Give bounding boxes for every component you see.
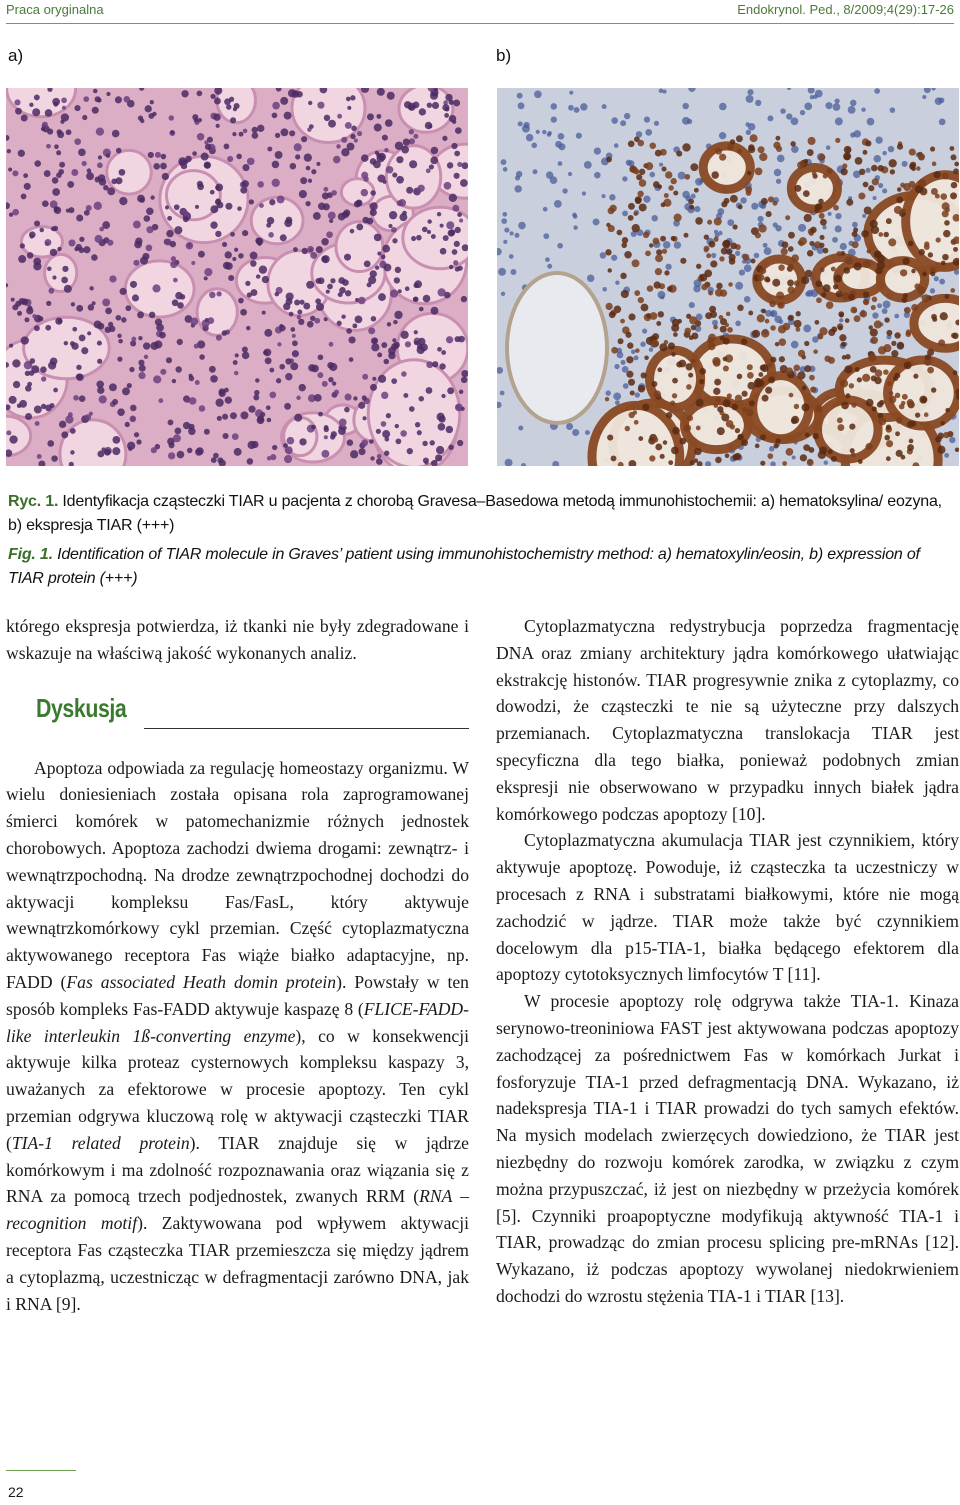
section-heading <box>6 687 469 741</box>
micrograph-he <box>6 88 468 466</box>
panel-label-a: a) <box>8 46 24 65</box>
intro-paragraph: którego ekspresja potwierdza, iż tkanki nie były zdegradowane i wskazuje na właściwą jakość wykonanych analiz. <box>6 616 469 663</box>
italic-term: FLICE-FADD-like interleukin 1ß-converting enzyme <box>6 998 469 1046</box>
header-article-type: Praca oryginalna <box>6 2 104 17</box>
micrograph-ihc-tiar <box>497 88 959 466</box>
text-run: Apoptoza odpowiada za regulację homeostazy organizmu. W wielu doniesieniach została opisana rola zaprogramowanej śmierci komórek w patomechanizmie różnych jednostek chorobowych. Apoptoza zachodzi dwiema drogami: zewnątrz- i wewnątrzpochodną. Na drodze zewnątrzpochodnej dochodzi do aktywacji kompleksu Fas/FasL, który aktywuje wewnątrzkomórkowy cykl przemian. Część cytoplazmatyczna aktywowanego receptora Fas wiąże białko adaptacyjne, np. FADD ( <box>6 757 469 992</box>
text-run: ). Zaktywowana pod wpływem aktywacji receptora Fas cząsteczka TIAR przemieszcza się między jądrem a cytoplazmą, uczestnicząc w defragmentacji zarówno DNA, jak i RNA [9]. <box>6 1213 469 1314</box>
caption-en-label: Fig. 1. <box>8 546 53 563</box>
text-run: ). TIAR znajduje się w jądrze komórkowym i ma zdolność rozpoznawania oraz wiązania się z RNA za pomocą trzech podjednostek, zwanych RRM ( <box>6 1132 469 1207</box>
text-run: ), co w konsekwencji aktywuje kilka proteaz cysternowych kompleksu kaspazy 3, uważanych za efektorowe w procesie apoptozy. Ten cykl przemian odgrywa kluczową rolę w aktywacji cząsteczki TIAR ( <box>6 1025 469 1153</box>
caption-pl-text: Identyfikacja cząsteczki TIAR u pacjenta z chorobą Gravesa–Basedowa metodą immunohistochemii: a) hematoksylina/ eozyna, b) ekspresja TIAR (+++) <box>8 493 942 534</box>
right-column <box>496 613 959 1310</box>
caption-en-text: Identification of TIAR molecule in Graves’ patient using immunohistochemistry method: a) hematoxylin/eosin, b) expression of TIAR protein (+++) <box>8 546 920 587</box>
running-header <box>6 0 954 22</box>
text-run: ). Powstały w ten sposób kompleks Fas-FADD aktywuje kaspazę 8 ( <box>6 971 469 1019</box>
section-rule <box>144 728 469 729</box>
right-paragraph-3: W procesie apoptozy rolę odgrywa także TIA-1. Kinaza serynowo-treoniniowa FAST jest aktywowana podczas apoptozy zachodzącej za pośrednictwem Fas w komórkach Jurkat i fosforyzuje TIA-1 przed defragmentacją DNA. Wykazano, iż nadekspresja TIA-1 i TIAR prowadzi do tych samych efektów. Na mysich modelach zwierzęcych dowiedziono, że TIAR jest niezbędny do rozwoju komórek zarodka, w związku z czym można przypuszczać, iż jest on niezbędny w przeżycia komórek [5]. Czynniki proapoptyczne modyfikują aktywność TIA-1 i TIAR, prowadząc do zmian procesu splicing pre-mRNAs [12]. Wykazano, iż podczas apoptozy wywolanej niedokrwieniem dochodzi do wzrostu stężenia TIA-1 i TIAR [13]. <box>496 991 959 1306</box>
left-column <box>6 613 469 1317</box>
right-paragraph-2: Cytoplazmatyczna akumulacja TIAR jest czynnikiem, który aktywuje apoptozę. Powoduje, iż cząsteczka ta uczestniczy w procesach z RNA i substratami białkowymi, które nie mogą zachodzić w jądrze. TIAR może także być czynnikiem docelowym dla p15-TIA-1, białka będącego efektorem dla apoptozy cytotoksycznych limfocytów T [11]. <box>496 830 959 985</box>
right-paragraph-1: Cytoplazmatyczna redystrybucja poprzedza fragmentację DNA oraz zmiany architektury jądra komórkowego ułatwiając ekstrakcję histonów. TIAR progresywnie znika z cytoplazmy, co dowodzi, że cząsteczki te nie są użyteczne przy dalszych przemianach. Cytoplazmatyczna translokacja TIAR jest specyficzna dla tego białka, ponieważ podobnych zmian ekspresji nie obserwowano w przypadku innych białek jądra komórkowego podczas apoptozy [10]. <box>496 616 959 824</box>
discussion-paragraph-1 <box>6 755 469 1318</box>
page-number: 22 <box>8 1484 24 1500</box>
italic-term: RNA – recognition motif <box>6 1186 470 1234</box>
header-journal-citation: Endokrynol. Ped., 8/2009;4(29):17-26 <box>737 2 954 17</box>
footer-rule <box>6 1470 76 1471</box>
section-title: Dyskusja <box>36 692 127 723</box>
figure-caption-pl <box>8 490 958 538</box>
panel-label-b: b) <box>496 46 512 65</box>
italic-term: TIA-1 related protein <box>11 1132 190 1153</box>
italic-term: Fas associated Heath domin protein <box>66 971 337 992</box>
figure-caption-en <box>8 543 958 591</box>
caption-pl-label: Ryc. 1. <box>8 493 59 510</box>
header-rule <box>6 23 954 24</box>
